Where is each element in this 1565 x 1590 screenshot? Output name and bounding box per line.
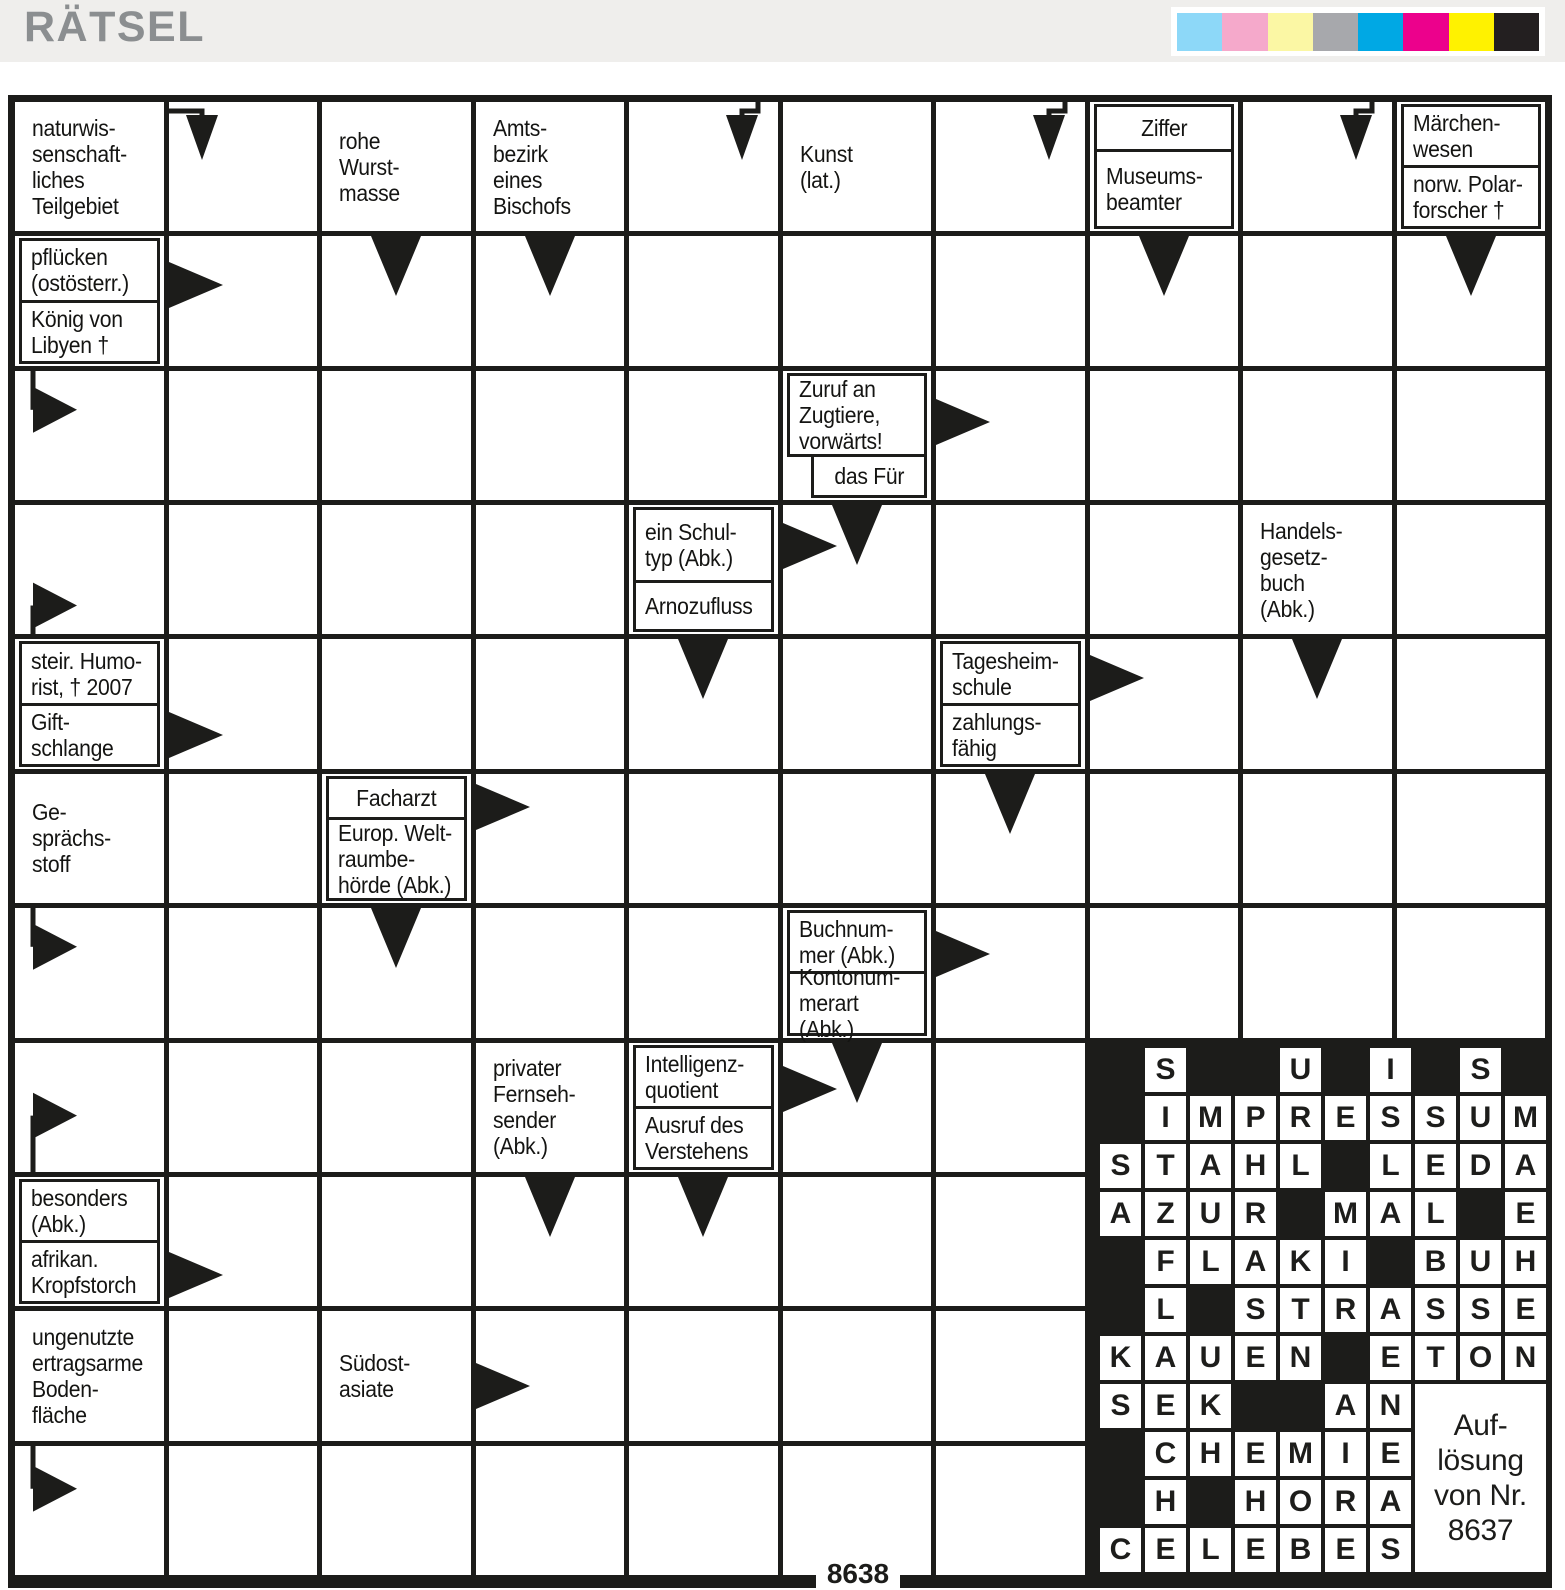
clue-text: Handels- gesetz- buch (Abk.) [1259,517,1343,622]
clue-cell-r1c6 [783,102,932,231]
answer-cell-r6c10[interactable] [1397,774,1546,903]
clue-text: afrikan. Kropfstorch [31,1246,137,1299]
solution-letter-cell: S [1415,1288,1456,1332]
answer-cell-r11c5[interactable] [629,1446,778,1575]
solution-letter-cell: I [1325,1240,1366,1284]
solution-black-cell [1100,1432,1141,1476]
clue-cell-r1c10 [1397,102,1546,231]
solution-letter-cell: L [1190,1240,1231,1284]
answer-cell-r4c10[interactable] [1397,505,1546,634]
clue-cell-r1c1 [15,102,164,231]
solution-letter-cell: S [1415,1096,1456,1140]
clue-text: König von Libyen † [31,305,123,358]
color-swatch [1177,13,1222,51]
solution-black-cell [1100,1240,1141,1284]
clue-text: besonders (Abk.) [31,1185,128,1237]
page-title: RÄTSEL [24,3,205,51]
solution-letter-cell: A [1370,1480,1411,1524]
solution-letter-cell: E [1325,1528,1366,1572]
solution-black-cell [1325,1048,1366,1092]
answer-cell-r5c5[interactable] [629,639,778,768]
answer-cell-r7c5[interactable] [629,908,778,1037]
right-arrow-icon [783,1066,837,1112]
solution-letter-cell: S [1460,1048,1501,1092]
solution-black-cell [1460,1192,1501,1236]
color-swatch [1449,13,1494,51]
color-swatch [1268,13,1313,51]
answer-cell-r11c7[interactable] [936,1446,1085,1575]
solution-letter-cell: S [1100,1384,1141,1428]
answer-cell-r8c7[interactable] [936,1043,1085,1172]
bent-right-arrow-icon [23,908,83,1037]
bent-down-arrow-icon [1328,102,1392,164]
solution-letter-cell: E [1235,1432,1276,1476]
solution-letter-cell: E [1370,1336,1411,1380]
answer-cell-r7c4[interactable] [476,908,625,1037]
right-arrow-icon [783,523,837,569]
clue-text: Arnozufluss [645,592,753,619]
right-arrow-icon [936,399,990,445]
answer-cell-r7c9[interactable] [1243,908,1392,1037]
right-arrow-icon [476,1363,530,1409]
solution-black-cell [1190,1480,1231,1524]
clue-cell-r8c4 [476,1043,625,1172]
down-arrow-icon [832,1043,882,1103]
answer-cell-r2c8[interactable] [1090,236,1239,365]
solution-letter-cell: C [1100,1528,1141,1572]
solution-letter-cell: H [1190,1432,1231,1476]
bent-down-arrow-icon [169,102,233,164]
answer-cell-r3c8[interactable] [1090,371,1239,500]
right-arrow-icon [1090,655,1144,701]
clue-text: Europ. Welt- raumbe- hörde (Abk.) [338,819,452,898]
solution-black-cell [1280,1192,1321,1236]
down-arrow-icon [1139,236,1189,296]
answer-cell-r9c2[interactable] [169,1177,318,1306]
answer-cell-r3c2[interactable] [169,371,318,500]
solution-letter-cell: E [1415,1144,1456,1188]
answer-cell-r5c8[interactable] [1090,639,1239,768]
solution-letter-cell: L [1370,1144,1411,1188]
color-swatch [1358,13,1403,51]
solution-letter-cell: F [1145,1240,1186,1284]
clue-cell-r2c1 [15,236,164,365]
answer-cell-r10c4[interactable] [476,1311,625,1440]
answer-cell-r5c10[interactable] [1397,639,1546,768]
answer-cell-r8c3[interactable] [322,1043,471,1172]
down-arrow-icon [985,774,1035,834]
answer-cell-r5c4[interactable] [476,639,625,768]
answer-cell-r5c3[interactable] [322,639,471,768]
solution-letter-cell: U [1280,1048,1321,1092]
solution-letter-cell: O [1280,1480,1321,1524]
solution-letter-cell: M [1505,1096,1546,1140]
answer-cell-r5c6[interactable] [783,639,932,768]
solution-letter-cell: S [1370,1096,1411,1140]
answer-cell-r4c2[interactable] [169,505,318,634]
solution-letter-cell: A [1235,1240,1276,1284]
answer-cell-r7c10[interactable] [1397,908,1546,1037]
solution-letter-cell: U [1190,1192,1231,1236]
solution-letter-cell: E [1370,1432,1411,1476]
solution-black-cell [1325,1336,1366,1380]
answer-cell-r11c6[interactable] [783,1446,932,1575]
solution-letter-cell: D [1460,1144,1501,1188]
clue-cell-r10c3 [322,1311,471,1440]
solution-black-cell [1325,1144,1366,1188]
solution-letter-cell: E [1235,1528,1276,1572]
clue-cell-r1c4 [476,102,625,231]
right-arrow-icon [936,931,990,977]
answer-cell-r3c10[interactable] [1397,371,1546,500]
solution-letter-cell: Z [1145,1192,1186,1236]
answer-cell-r6c9[interactable] [1243,774,1392,903]
solution-letter-cell: N [1370,1384,1411,1428]
clue-text: Ge- sprächs- stoff [31,799,111,878]
answer-cell-r3c1[interactable] [15,371,164,500]
solution-black-cell [1235,1384,1276,1428]
down-arrow-icon [1446,236,1496,296]
answer-cell-r8c1[interactable] [15,1043,164,1172]
answer-cell-r10c6[interactable] [783,1311,932,1440]
answer-cell-r4c4[interactable] [476,505,625,634]
answer-cell-r4c1[interactable] [15,505,164,634]
right-arrow-icon [169,712,223,758]
solution-letter-cell: A [1190,1144,1231,1188]
answer-cell-r2c7[interactable] [936,236,1085,365]
down-arrow-icon [371,236,421,296]
clue-cell-r8c5 [629,1043,778,1172]
color-swatch [1403,13,1448,51]
down-arrow-icon [1292,639,1342,699]
answer-cell-r6c8[interactable] [1090,774,1239,903]
solution-black-cell [1100,1096,1141,1140]
answer-cell-r6c4[interactable] [476,774,625,903]
solution-letter-cell: U [1460,1240,1501,1284]
clue-text: rohe Wurst- masse [338,127,400,206]
answer-cell-r6c5[interactable] [629,774,778,903]
clue-text: Tagesheim- schule [952,647,1059,700]
solution-letter-cell: R [1325,1288,1366,1332]
answer-cell-r9c4[interactable] [476,1177,625,1306]
solution-grid [1100,1048,1546,1572]
solution-letter-cell: M [1280,1432,1321,1476]
solution-letter-cell: B [1415,1240,1456,1284]
clue-text: Zuruf an Zugtiere, vorwärts! [798,375,882,454]
solution-letter-cell: A [1325,1384,1366,1428]
clue-cell-r7c6 [783,908,932,1043]
solution-black-cell [1370,1240,1411,1284]
answer-cell-r2c10[interactable] [1397,236,1546,365]
solution-letter-cell: L [1190,1528,1231,1572]
answer-cell-r7c7[interactable] [936,908,1085,1037]
solution-letter-cell: A [1370,1288,1411,1332]
solution-letter-cell: S [1460,1288,1501,1332]
clue-cell-r4c9 [1243,505,1392,634]
clue-cell-r10c1 [15,1311,164,1440]
answer-cell-r1c9[interactable] [1243,102,1392,231]
answer-cell-r10c5[interactable] [629,1311,778,1440]
clue-cell-r3c6 [783,371,932,500]
down-arrow-icon [525,236,575,296]
clue-text: Amts- bezirk eines Bischofs [492,114,571,219]
clue-text: naturwis- senschaft- liches Teilgebiet [31,114,127,219]
solution-letter-cell: M [1190,1096,1231,1140]
solution-black-cell [1415,1048,1456,1092]
clue-text: ein Schul- typ (Abk.) [645,518,737,571]
solution-black-cell [1190,1048,1231,1092]
bent-right-arrow-icon [23,505,83,634]
bent-right-arrow-icon [23,1043,83,1172]
solution-letter-cell: A [1145,1336,1186,1380]
clue-text: Gift- schlange [31,708,114,761]
solution-letter-cell: A [1505,1144,1546,1188]
answer-cell-r11c3[interactable] [322,1446,471,1575]
color-swatch [1494,13,1539,51]
clue-text: privater Fernseh- sender (Abk.) [492,1055,575,1160]
answer-cell-r4c3[interactable] [322,505,471,634]
answer-cell-r2c2[interactable] [169,236,318,365]
solution-letter-cell: I [1145,1096,1186,1140]
solution-letter-cell: T [1415,1336,1456,1380]
print-color-bar [1171,7,1545,56]
solution-letter-cell: T [1145,1144,1186,1188]
solution-black-cell [1100,1048,1141,1092]
solution-letter-cell: C [1145,1432,1186,1476]
clue-text: zahlungs- fähig [952,708,1042,761]
answer-cell-r3c9[interactable] [1243,371,1392,500]
answer-cell-r10c2[interactable] [169,1311,318,1440]
down-arrow-icon [678,1177,728,1237]
clue-text: Buchnum- mer (Abk.) [798,916,895,969]
down-arrow-icon [678,639,728,699]
answer-cell-r8c6[interactable] [783,1043,932,1172]
answer-cell-r3c4[interactable] [476,371,625,500]
answer-cell-r3c7[interactable] [936,371,1085,500]
answer-cell-r11c4[interactable] [476,1446,625,1575]
solution-letter-cell: E [1235,1336,1276,1380]
solution-letter-cell: A [1100,1192,1141,1236]
answer-cell-r9c6[interactable] [783,1177,932,1306]
solution-letter-cell: O [1460,1336,1501,1380]
answer-cell-r4c6[interactable] [783,505,932,634]
answer-cell-r5c2[interactable] [169,639,318,768]
clue-text: Südost- asiate [338,1349,410,1402]
solution-letter-cell: E [1505,1288,1546,1332]
color-swatch [1313,13,1358,51]
clue-cell-r9c1 [15,1177,164,1306]
solution-letter-cell: H [1505,1240,1546,1284]
puzzle-number: 8638 [816,1560,900,1588]
solution-black-cell [1190,1288,1231,1332]
down-arrow-icon [525,1177,575,1237]
solution-letter-cell: S [1100,1144,1141,1188]
solution-letter-cell: H [1235,1480,1276,1524]
solution-letter-cell: U [1190,1336,1231,1380]
answer-cell-r2c4[interactable] [476,236,625,365]
solution-letter-cell: M [1325,1192,1366,1236]
answer-cell-r8c2[interactable] [169,1043,318,1172]
answer-cell-r7c8[interactable] [1090,908,1239,1037]
clue-text: Kunst (lat.) [799,140,853,193]
answer-cell-r11c2[interactable] [169,1446,318,1575]
answer-cell-r7c2[interactable] [169,908,318,1037]
solution-black-cell [1235,1048,1276,1092]
solution-letter-cell: S [1235,1288,1276,1332]
clue-text: pflücken (ostösterr.) [31,244,129,297]
clue-text: Intelligenz- quotient [645,1050,745,1103]
clue-text: norw. Polar- forscher † [1412,171,1523,224]
solution-letter-cell: N [1505,1336,1546,1380]
clue-text: Kontonum- merart (Abk.) [798,964,900,1043]
clue-text: Museums- beamter [1105,163,1203,216]
solution-letter-cell: I [1325,1432,1366,1476]
clue-text: steir. Humo- rist, † 2007 [31,647,142,700]
solution-letter-cell: U [1460,1096,1501,1140]
answer-cell-r4c7[interactable] [936,505,1085,634]
answer-cell-r5c9[interactable] [1243,639,1392,768]
answer-cell-r1c7[interactable] [936,102,1085,231]
solution-letter-cell: A [1370,1192,1411,1236]
solution-letter-cell: E [1145,1384,1186,1428]
answer-cell-r1c5[interactable] [629,102,778,231]
bent-down-arrow-icon [714,102,778,164]
clue-text: Märchen- wesen [1412,110,1500,163]
solution-letter-cell: S [1145,1048,1186,1092]
solution-letter-cell: I [1370,1048,1411,1092]
clue-text: Facharzt [356,784,437,811]
page-header [0,0,1565,62]
solution-letter-cell: K [1190,1384,1231,1428]
answer-cell-r2c5[interactable] [629,236,778,365]
bent-right-arrow-icon [23,371,83,500]
clue-text: das Für [833,463,904,490]
solution-letter-cell: R [1235,1192,1276,1236]
right-arrow-icon [476,784,530,830]
answer-cell-r6c6[interactable] [783,774,932,903]
answer-cell-r2c9[interactable] [1243,236,1392,365]
bent-right-arrow-icon [23,1446,83,1575]
answer-cell-r4c8[interactable] [1090,505,1239,634]
answer-cell-r1c2[interactable] [169,102,318,231]
solution-letter-cell: S [1370,1528,1411,1572]
answer-cell-r2c3[interactable] [322,236,471,365]
clue-cell-r5c7 [936,639,1085,768]
solution-letter-cell: P [1235,1096,1276,1140]
right-arrow-icon [169,1252,223,1298]
clue-cell-r1c8 [1090,102,1239,231]
solution-reference-note: Auf- lösung von Nr. 8637 [1415,1384,1546,1572]
answer-cell-r7c1[interactable] [15,908,164,1037]
answer-cell-r11c1[interactable] [15,1446,164,1575]
answer-cell-r9c5[interactable] [629,1177,778,1306]
answer-cell-r3c3[interactable] [322,371,471,500]
solution-letter-cell: K [1100,1336,1141,1380]
bent-down-arrow-icon [1021,102,1085,164]
clue-cell-r6c3 [322,774,471,903]
solution-letter-cell: E [1325,1096,1366,1140]
down-arrow-icon [832,505,882,565]
clue-text: ungenutzte ertragsarme Boden- fläche [31,1323,144,1428]
solution-black-cell [1100,1480,1141,1524]
solution-letter-cell: K [1280,1240,1321,1284]
solution-letter-cell: N [1280,1336,1321,1380]
solution-letter-cell: L [1415,1192,1456,1236]
solution-letter-cell: H [1145,1480,1186,1524]
solution-letter-cell: B [1280,1528,1321,1572]
solution-letter-cell: L [1145,1288,1186,1332]
color-swatch [1222,13,1267,51]
answer-cell-r9c7[interactable] [936,1177,1085,1306]
solution-letter-cell: T [1280,1288,1321,1332]
answer-cell-r9c3[interactable] [322,1177,471,1306]
answer-cell-r2c6[interactable] [783,236,932,365]
down-arrow-icon [371,908,421,968]
answer-cell-r6c7[interactable] [936,774,1085,903]
answer-cell-r7c3[interactable] [322,908,471,1037]
solution-letter-cell: L [1280,1144,1321,1188]
solution-letter-cell: E [1505,1192,1546,1236]
right-arrow-icon [169,262,223,308]
solution-letter-cell: R [1325,1480,1366,1524]
answer-cell-r10c7[interactable] [936,1311,1085,1440]
solution-letter-cell: E [1145,1528,1186,1572]
answer-cell-r6c2[interactable] [169,774,318,903]
clue-cell-r6c1 [15,774,164,903]
solution-black-cell [1100,1288,1141,1332]
clue-text: Ziffer [1140,115,1187,142]
solution-black-cell [1280,1384,1321,1428]
solution-black-cell [1505,1048,1546,1092]
solution-letter-cell: R [1280,1096,1321,1140]
clue-cell-r4c5 [629,505,778,634]
clue-cell-r1c3 [322,102,471,231]
clue-text: Ausruf des Verstehens [645,1111,749,1164]
clue-cell-r5c1 [15,639,164,768]
answer-cell-r3c5[interactable] [629,371,778,500]
solution-letter-cell: H [1235,1144,1276,1188]
